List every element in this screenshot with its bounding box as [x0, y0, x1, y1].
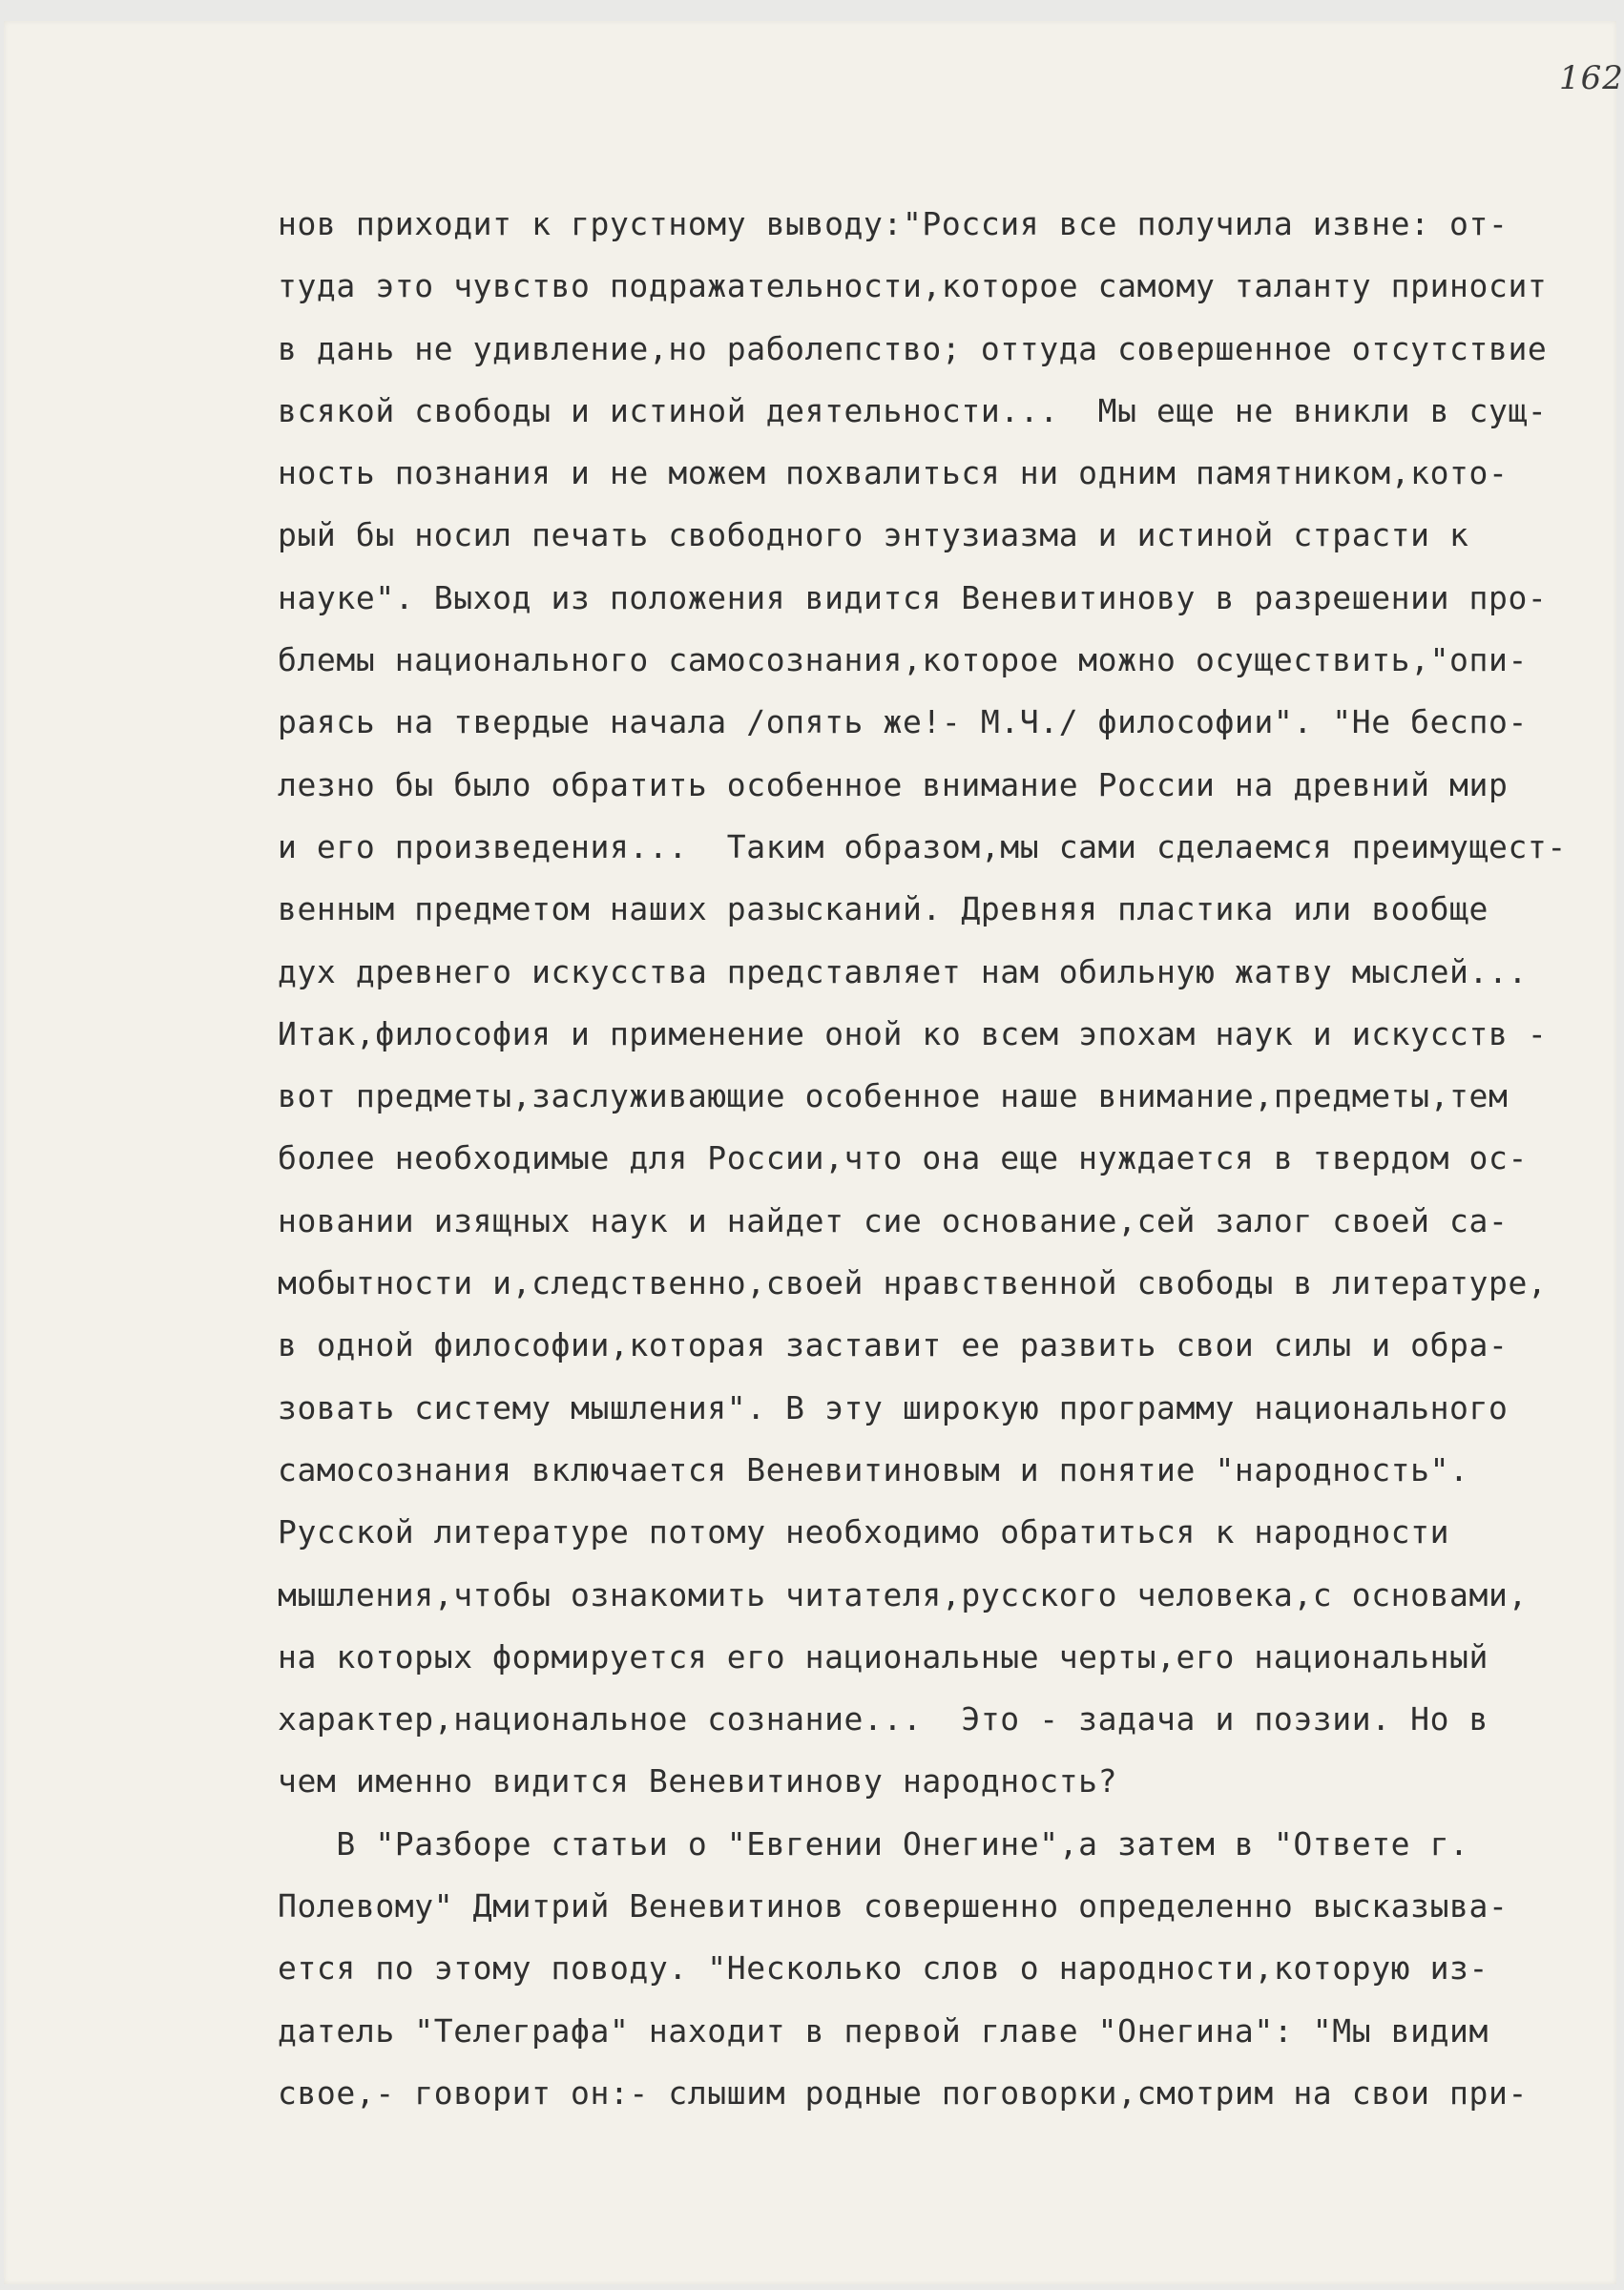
text-line: более необходимые для России,что она еще нуждается в твердом ос-	[278, 1139, 1528, 1177]
text-line: всякой свободы и истиной деятельности... Мы еще не вникли в сущ-	[278, 391, 1548, 429]
text-line: венным предметом наших разысканий. Древняя пластика или вообще	[278, 890, 1489, 928]
text-line: мобытности и,следственно,своей нравственной свободы в литературе,	[278, 1264, 1548, 1302]
typewritten-text	[278, 193, 1585, 2124]
text-line: вот предметы,заслуживающие особенное наше внимание,предметы,тем	[278, 1077, 1509, 1115]
text-line: ется по этому поводу. "Несколько слов о народности,которую из-	[278, 1949, 1489, 1988]
text-line: в дань не удивление,но раболепство; оттуда совершенное отсутствие	[278, 329, 1548, 367]
manuscript-sheet	[4, 21, 1624, 2284]
text-line: Итак,философия и применение оной ко всем эпохам наук и искусств -	[278, 1014, 1548, 1052]
text-line: свое,- говорит он:- слышим родные поговорки,смотрим на свои при-	[278, 2073, 1528, 2112]
text-line: лезно бы было обратить особенное внимание России на древний мир	[278, 765, 1509, 803]
text-line: самосознания включается Веневитиновым и понятие "народность".	[278, 1450, 1469, 1488]
text-line: Полевому" Дмитрий Веневитинов совершенно определенно высказыва-	[278, 1887, 1509, 1926]
text-line: характер,национальное сознание... Это - задача и поэзии. Но в	[278, 1700, 1489, 1738]
text-line: на которых формируется его национальные черты,его национальный	[278, 1637, 1489, 1676]
text-line: мышления,чтобы ознакомить читателя,русского человека,с основами,	[278, 1575, 1528, 1613]
text-line: чем именно видится Веневитинову народность?	[278, 1762, 1118, 1801]
text-line: датель "Телеграфа" находит в первой главе "Онегина": "Мы видим	[278, 2011, 1489, 2050]
text-line: раясь на твердые начала /опять же!- М.Ч./ философии". "Не беспо-	[278, 703, 1528, 741]
text-line: туда это чувство подражательности,которое самому таланту приносит	[278, 267, 1548, 305]
text-line: блемы национального самосознания,которое можно осуществить,"опи-	[278, 641, 1528, 679]
page-number: 162	[1559, 59, 1624, 97]
text-line: Русской литературе потому необходимо обратиться к народности	[278, 1513, 1450, 1551]
text-line: новании изящных наук и найдет сие основание,сей залог своей са-	[278, 1201, 1509, 1239]
text-line: дух древнего искусства представляет нам обильную жатву мыслей...	[278, 952, 1528, 990]
text-line: науке". Выход из положения видится Веневитинову в разрешении про-	[278, 578, 1548, 616]
text-line: в одной философии,которая заставит ее развить свои силы и обра-	[278, 1326, 1509, 1364]
text-line: и его произведения... Таким образом,мы сами сделаемся преимущест-	[278, 827, 1567, 865]
text-line: ность познания и не можем похвалиться ни одним памятником,кото-	[278, 454, 1509, 492]
text-line: нов приходит к грустному выводу:"Россия все получила извне: от-	[278, 205, 1509, 242]
text-line: рый бы носил печать свободного энтузиазма и истиной страсти к	[278, 516, 1469, 554]
text-line: В "Разборе статьи о "Евгении Онегине",а затем в "Ответе г.	[278, 1824, 1469, 1863]
text-line: зовать систему мышления". В эту широкую программу национального	[278, 1388, 1509, 1426]
